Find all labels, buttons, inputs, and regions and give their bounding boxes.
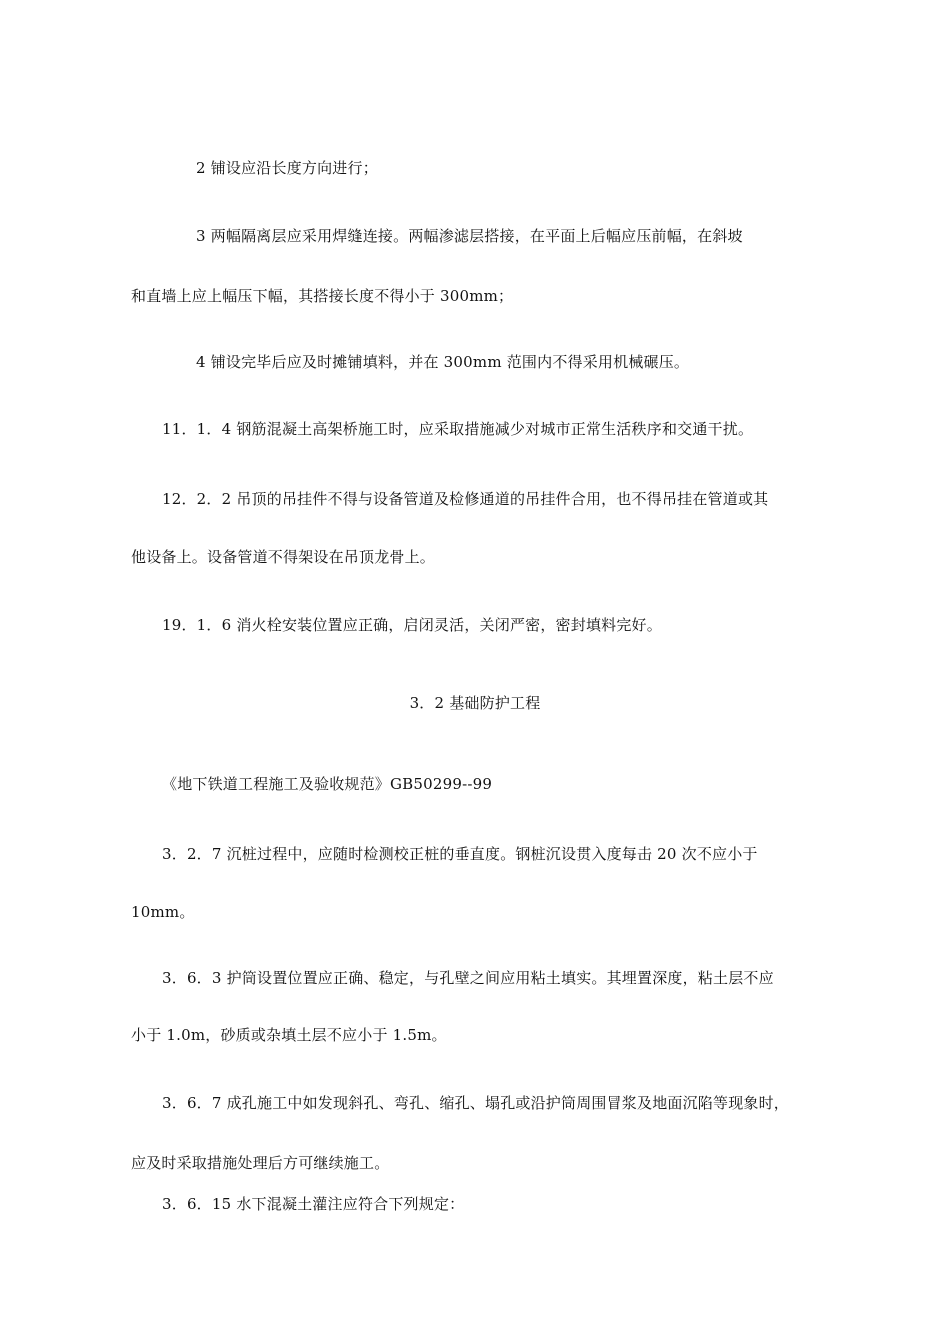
clause-3-6-3-continued: 小于 1.0m，砂质或杂填土层不应小于 1.5m。 [131, 1026, 447, 1044]
clause-12-2-2-continued: 他设备上。设备管道不得架设在吊顶龙骨上。 [131, 548, 436, 566]
clause-3-6-7: 3．6．7 成孔施工中如发现斜孔、弯孔、缩孔、塌孔或沿护筒周围冒浆及地面沉陷等现象时， [162, 1094, 790, 1112]
clause-3-6-15: 3．6．15 水下混凝土灌注应符合下列规定： [162, 1195, 465, 1213]
list-item-4: 4 铺设完毕后应及时摊铺填料，并在 300mm 范围内不得采用机械碾压。 [196, 353, 690, 371]
standard-title: 《地下铁道工程施工及验收规范》GB50299--99 [162, 775, 493, 793]
clause-3-2-7-continued: 10mm。 [131, 903, 195, 921]
list-item-3: 3 两幅隔离层应采用焊缝连接。两幅渗滤层搭接，在平面上后幅应压前幅，在斜坡 [196, 227, 743, 245]
section-heading: 3．2 基础防护工程 [409, 694, 541, 712]
clause-3-2-7: 3．2．7 沉桩过程中，应随时检测校正桩的垂直度。钢桩沉设贯入度每击 20 次不应小于 [162, 845, 758, 863]
clause-11-1-4: 11．1．4 钢筋混凝土高架桥施工时，应采取措施减少对城市正常生活秩序和交通干扰。 [162, 420, 754, 438]
clause-3-6-3: 3．6．3 护筒设置位置应正确、稳定，与孔壁之间应用粘土填实。其埋置深度，粘土层不应 [162, 969, 774, 987]
clause-12-2-2: 12．2．2 吊顶的吊挂件不得与设备管道及检修通道的吊挂件合用，也不得吊挂在管道或其 [162, 490, 769, 508]
clause-3-6-7-continued: 应及时采取措施处理后方可继续施工。 [131, 1154, 390, 1172]
clause-19-1-6: 19．1．6 消火栓安装位置应正确，启闭灵活，关闭严密，密封填料完好。 [162, 616, 662, 634]
list-item-3-continued: 和直墙上应上幅压下幅，其搭接长度不得小于 300mm； [131, 287, 514, 305]
list-item-2: 2 铺设应沿长度方向进行； [196, 159, 378, 177]
